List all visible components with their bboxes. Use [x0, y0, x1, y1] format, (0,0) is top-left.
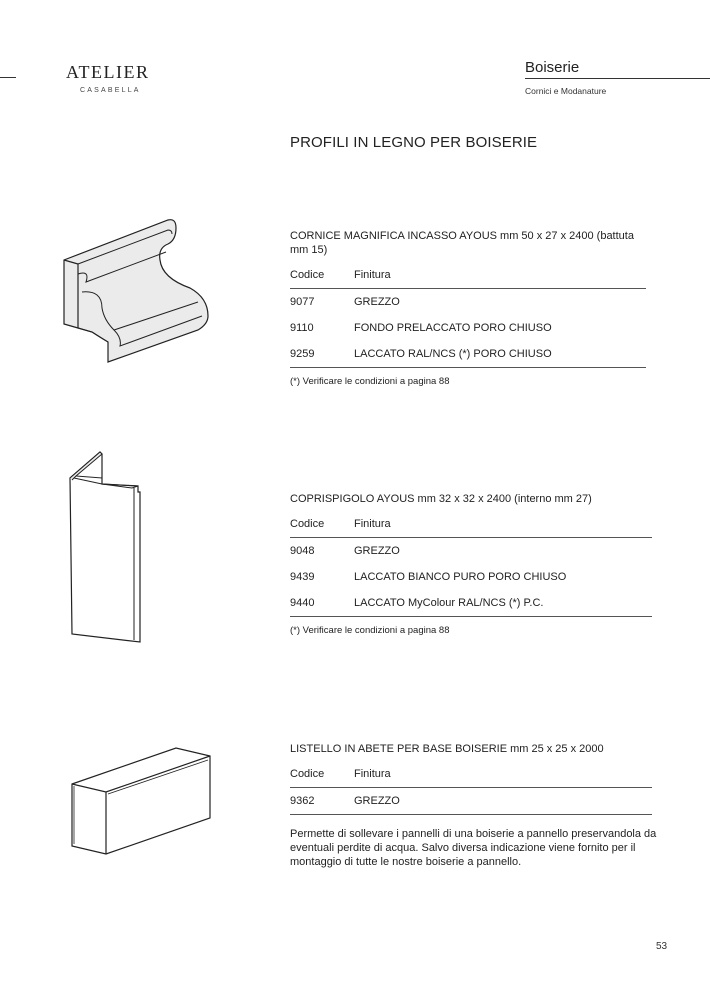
row-finish: FONDO PRELACCATO PORO CHIUSO	[354, 322, 552, 334]
table-row	[290, 590, 652, 616]
table-row	[290, 538, 652, 564]
product-description: Permette di sollevare i pannelli di una boiserie a pannello preservandola da eventuali perdite di acqua. Salvo diversa indicazione viene fornito per il montaggio di tutte le nostre boiserie a pannello.	[290, 828, 657, 868]
section-title: Boiserie	[525, 59, 580, 76]
section-subtitle: Cornici e Modanature	[525, 86, 607, 96]
coprispigolo-illustration	[62, 448, 152, 648]
product-table	[290, 762, 652, 815]
column-finish-header: Finitura	[354, 269, 391, 281]
row-finish: LACCATO BIANCO PURO PORO CHIUSO	[354, 571, 567, 583]
product-note: (*) Verificare le condizioni a pagina 88	[290, 625, 450, 636]
page-number: 53	[656, 941, 668, 952]
table-row	[290, 289, 646, 315]
product-title: LISTELLO IN ABETE PER BASE BOISERIE mm 25 x 25 x 2000	[290, 743, 604, 755]
table-header	[290, 762, 652, 787]
table-row	[290, 564, 652, 590]
listello-illustration	[66, 742, 216, 862]
table-rule	[290, 616, 652, 617]
header-right-rule	[525, 78, 710, 79]
row-code: 9440	[290, 597, 315, 609]
row-code: 9077	[290, 296, 315, 308]
product-block-coprispigolo	[290, 492, 652, 636]
row-finish: GREZZO	[354, 545, 400, 557]
page-title: PROFILI IN LEGNO PER BOISERIE	[290, 134, 538, 151]
brand-sub: CASABELLA	[80, 87, 141, 94]
product-title: CORNICE MAGNIFICA INCASSO AYOUS mm 50 x 27 x 2400 (battuta mm 15)	[290, 230, 634, 256]
row-finish: GREZZO	[354, 795, 400, 807]
row-code: 9048	[290, 545, 315, 557]
row-code: 9110	[290, 322, 314, 334]
product-title: COPRISPIGOLO AYOUS mm 32 x 32 x 2400 (interno mm 27)	[290, 493, 592, 505]
table-rule	[290, 367, 646, 368]
column-code-header: Codice	[290, 269, 325, 281]
cornice-profile-illustration	[58, 212, 218, 372]
row-code: 9259	[290, 348, 315, 360]
product-note: (*) Verificare le condizioni a pagina 88	[290, 376, 450, 387]
row-code: 9362	[290, 795, 315, 807]
header-left-rule	[0, 77, 16, 78]
table-row	[290, 341, 646, 367]
brand-logo: ATELIER	[66, 62, 150, 82]
product-table	[290, 512, 652, 617]
column-code-header: Codice	[290, 768, 325, 780]
table-header	[290, 512, 652, 537]
row-finish: LACCATO MyColour RAL/NCS (*) P.C.	[354, 597, 544, 609]
table-rule	[290, 814, 652, 815]
product-block-cornice	[290, 229, 650, 387]
row-finish: GREZZO	[354, 296, 400, 308]
product-table	[290, 263, 646, 368]
column-finish-header: Finitura	[354, 518, 391, 530]
column-code-header: Codice	[290, 518, 325, 530]
product-block-listello	[290, 742, 660, 869]
table-row	[290, 788, 652, 814]
table-row	[290, 315, 646, 341]
table-header	[290, 263, 646, 288]
row-code: 9439	[290, 571, 315, 583]
row-finish: LACCATO RAL/NCS (*) PORO CHIUSO	[354, 348, 552, 360]
column-finish-header: Finitura	[354, 768, 391, 780]
